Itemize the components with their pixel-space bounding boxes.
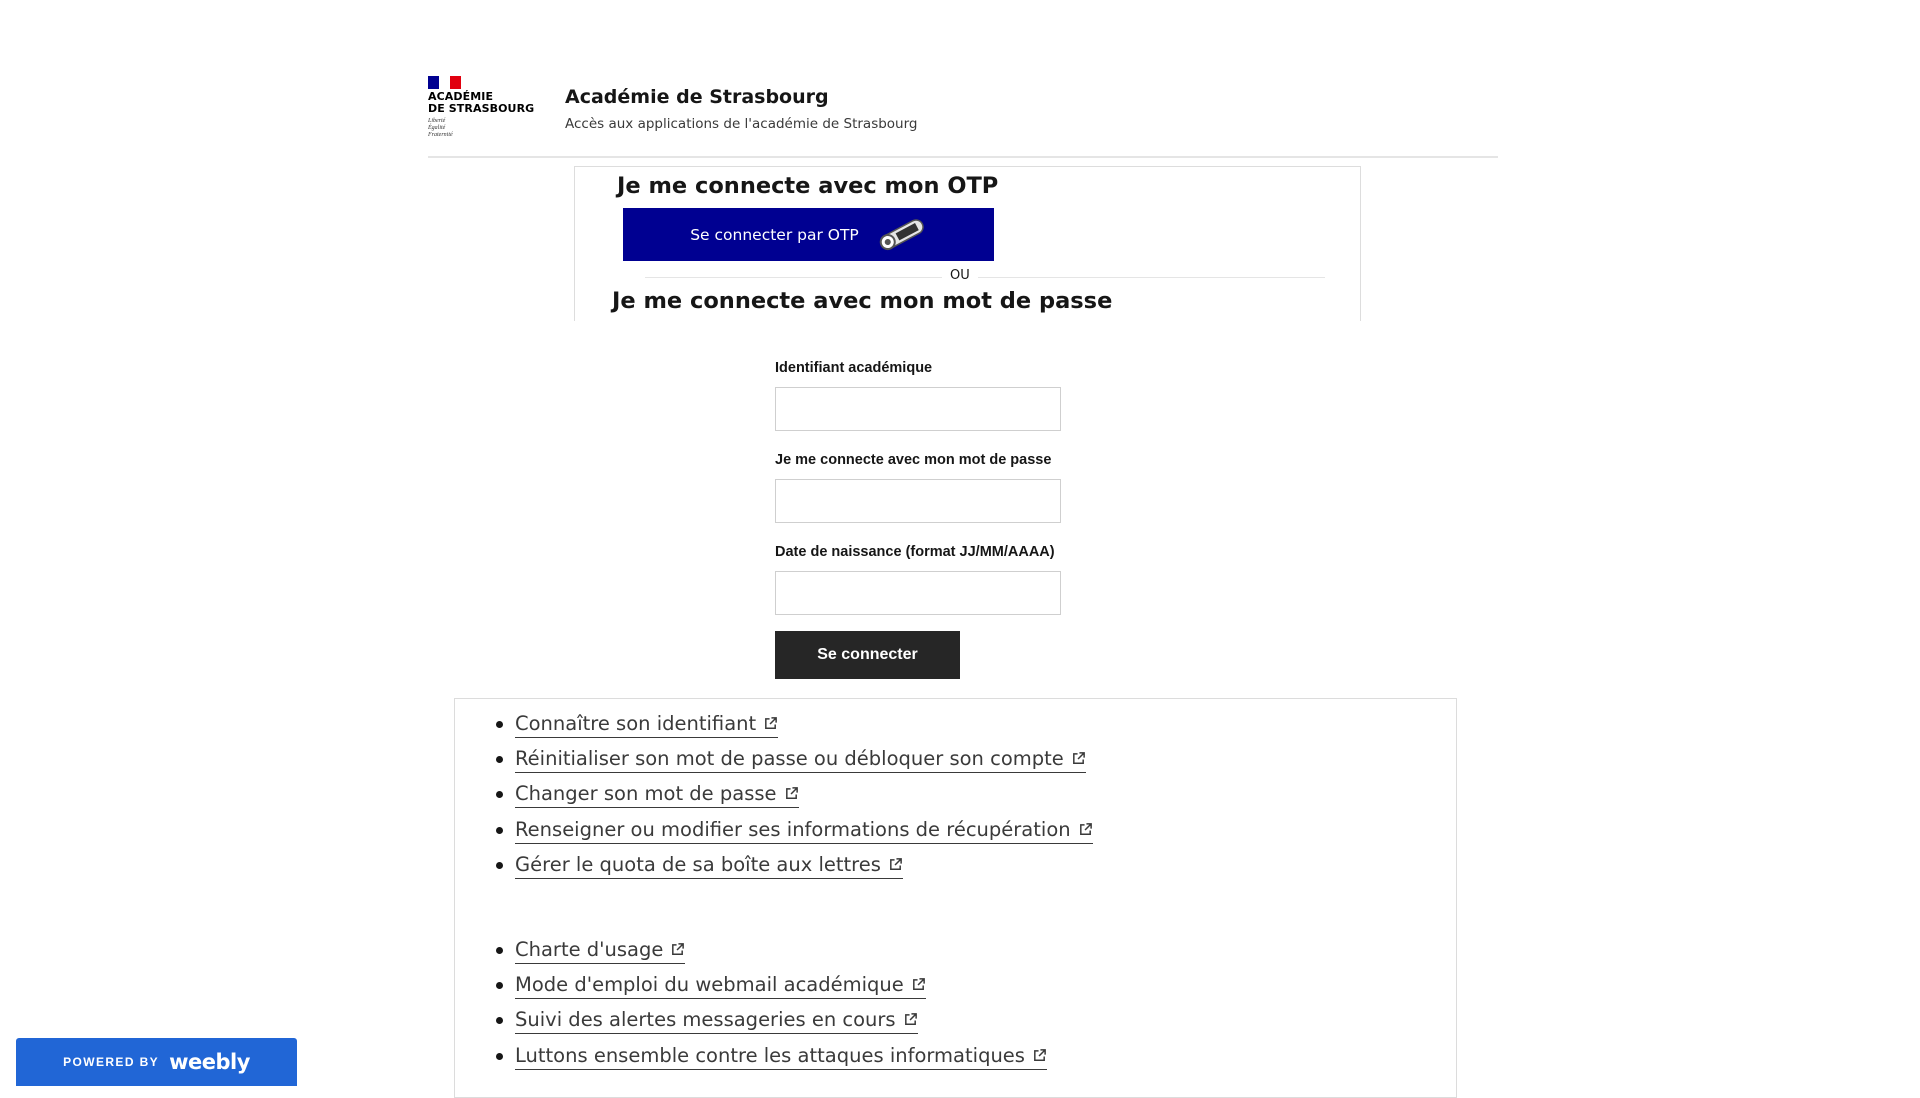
- list-item: [515, 812, 1093, 847]
- list-item: [515, 967, 1047, 1002]
- motto-fraternite: Fraternité: [428, 132, 453, 138]
- password-heading: Je me connecte avec mon mot de passe: [612, 288, 1113, 314]
- powered-by-weebly-badge[interactable]: [16, 1038, 297, 1086]
- link-charte-usage[interactable]: [515, 938, 685, 964]
- link-label: Gérer le quota de sa boîte aux lettres: [515, 852, 881, 876]
- academie-logo[interactable]: [428, 76, 538, 139]
- username-input[interactable]: [775, 387, 1061, 431]
- birthdate-label: Date de naissance (format JJ/MM/AAAA): [775, 544, 1055, 560]
- link-connaitre-identifiant[interactable]: [515, 712, 778, 738]
- link-informations-recuperation[interactable]: [515, 818, 1093, 844]
- link-reinitialiser-mot-de-passe[interactable]: [515, 747, 1086, 773]
- list-item: [515, 847, 1093, 882]
- external-link-icon: [1071, 751, 1086, 766]
- logo-line-1: ACADÉMIE: [428, 90, 494, 103]
- external-link-icon: [1078, 822, 1093, 837]
- list-item: [515, 776, 1093, 811]
- link-quota-boite-aux-lettres[interactable]: [515, 853, 903, 879]
- otp-button-label: Se connecter par OTP: [690, 225, 859, 244]
- motto-egalite: Égalité: [428, 125, 446, 131]
- external-link-icon: [784, 786, 799, 801]
- list-item: [515, 706, 1093, 741]
- link-changer-mot-de-passe[interactable]: [515, 782, 799, 808]
- link-mode-emploi-webmail[interactable]: [515, 973, 926, 999]
- otp-token-icon: [875, 218, 927, 252]
- logo-line-2: DE STRASBOURG: [428, 102, 535, 115]
- otp-login-button[interactable]: [623, 208, 994, 261]
- link-label: Réinitialiser son mot de passe ou débloquer son compte: [515, 747, 1064, 771]
- list-item: [515, 741, 1093, 776]
- link-suivi-alertes[interactable]: [515, 1008, 918, 1034]
- birthdate-input[interactable]: [775, 571, 1061, 615]
- list-item: [515, 1002, 1047, 1037]
- username-label: Identifiant académique: [775, 360, 933, 376]
- list-item: [515, 1038, 1047, 1073]
- external-link-icon: [763, 716, 778, 731]
- password-label: Je me connecte avec mon mot de passe: [775, 452, 1052, 468]
- weebly-logo: weebly: [169, 1050, 250, 1074]
- powered-by-text: POWERED BY: [63, 1055, 160, 1069]
- separator-text: OU: [942, 268, 978, 283]
- link-attaques-informatiques[interactable]: [515, 1044, 1047, 1070]
- info-links-list: [455, 932, 1047, 1073]
- list-item: [515, 932, 1047, 967]
- site-subtitle: Accès aux applications de l'académie de Strasbourg: [565, 116, 918, 132]
- french-flag-icon: [428, 76, 461, 89]
- otp-login-frame: [574, 166, 1361, 321]
- external-link-icon: [903, 1012, 918, 1027]
- login-submit-button[interactable]: Se connecter: [775, 631, 960, 679]
- link-label: Charte d'usage: [515, 938, 664, 961]
- link-label: Changer son mot de passe: [515, 782, 777, 806]
- site-header: [428, 72, 1498, 158]
- logo-motto: [428, 118, 538, 139]
- motto-liberte: Liberté: [428, 118, 446, 124]
- link-label: Connaître son identifiant: [515, 712, 757, 735]
- external-link-icon: [888, 857, 903, 872]
- otp-heading: Je me connecte avec mon OTP: [617, 173, 999, 199]
- password-input[interactable]: [775, 479, 1061, 523]
- link-label: Renseigner ou modifier ses informations de récupération: [515, 817, 1071, 841]
- external-link-icon: [670, 942, 685, 957]
- site-title[interactable]: Académie de Strasbourg: [565, 86, 829, 108]
- help-links-panel: [454, 698, 1457, 1098]
- account-links-list: [455, 706, 1093, 882]
- link-label: Luttons ensemble contre les attaques informatiques: [515, 1043, 1025, 1067]
- separator-line: [645, 277, 1325, 278]
- link-label: Suivi des alertes messageries en cours: [515, 1008, 896, 1032]
- logo-name: [428, 91, 538, 115]
- link-label: Mode d'emploi du webmail académique: [515, 973, 904, 997]
- external-link-icon: [911, 977, 926, 992]
- external-link-icon: [1032, 1048, 1047, 1063]
